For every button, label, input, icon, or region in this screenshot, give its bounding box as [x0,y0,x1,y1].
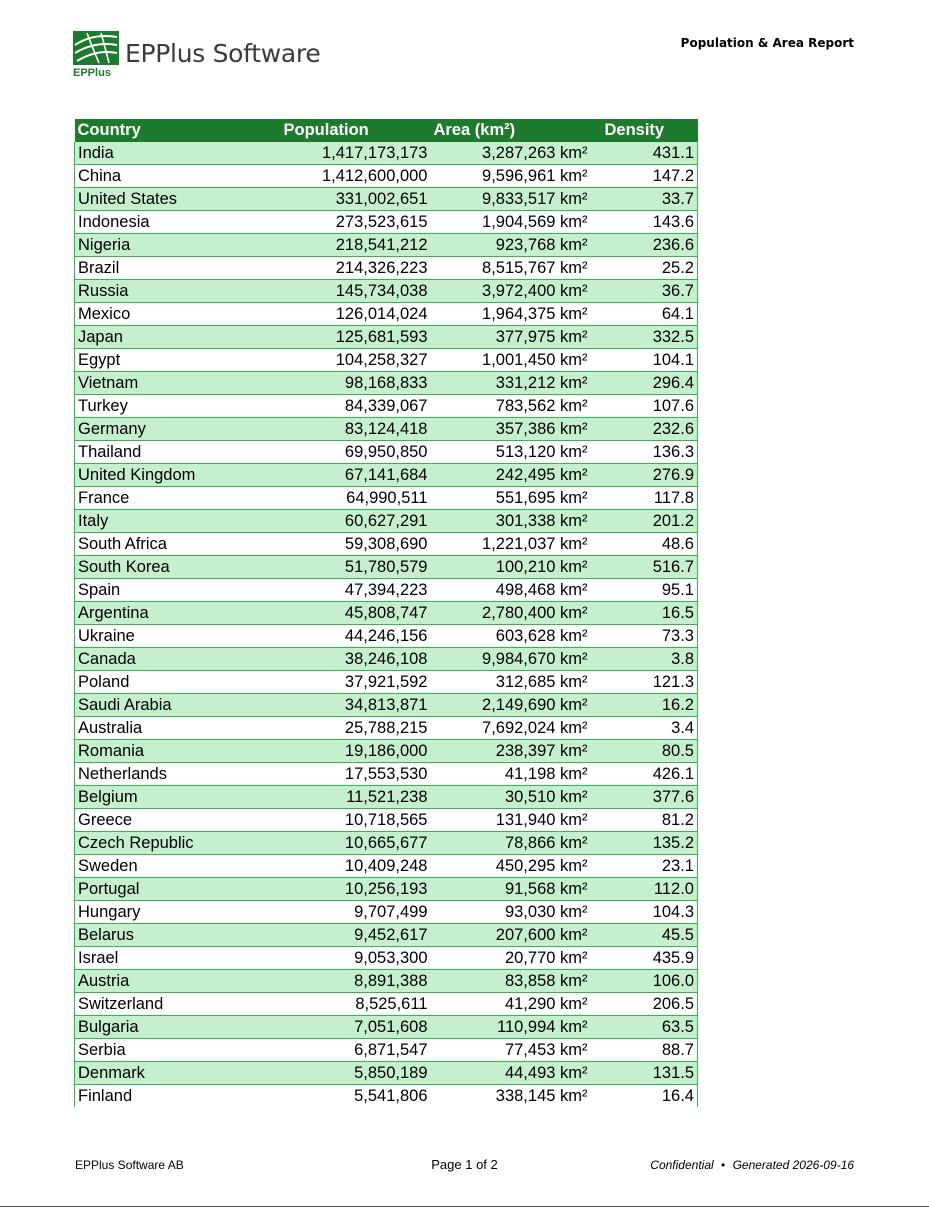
table-row [75,418,698,441]
density-cell: 112.0 [591,878,698,901]
report-title: Population & Area Report [680,36,854,50]
area-cell: 3,972,400 km² [431,280,591,303]
table-row [75,326,698,349]
country-cell: Ukraine [75,625,275,648]
area-cell: 377,975 km² [431,326,591,349]
footer-confidential [650,1158,854,1172]
table-row [75,395,698,418]
density-cell: 16.4 [591,1085,698,1108]
area-cell: 93,030 km² [431,901,591,924]
population-cell: 38,246,108 [275,648,431,671]
table-row [75,1039,698,1062]
density-cell: 147.2 [591,165,698,188]
table-row [75,303,698,326]
density-cell: 121.3 [591,671,698,694]
footer-company: EPPlus Software AB [75,1158,184,1172]
country-cell: Argentina [75,602,275,625]
density-cell: 16.2 [591,694,698,717]
country-cell: United States [75,188,275,211]
density-cell: 206.5 [591,993,698,1016]
density-cell: 63.5 [591,1016,698,1039]
table-row [75,1085,698,1108]
table-row [75,1016,698,1039]
country-cell: Turkey [75,395,275,418]
country-cell: Nigeria [75,234,275,257]
density-cell: 296.4 [591,372,698,395]
density-cell: 106.0 [591,970,698,993]
table-row [75,441,698,464]
population-cell: 10,665,677 [275,832,431,855]
population-cell: 83,124,418 [275,418,431,441]
table-row [75,602,698,625]
area-cell: 242,495 km² [431,464,591,487]
country-cell: Thailand [75,441,275,464]
country-cell: Canada [75,648,275,671]
population-cell: 331,002,651 [275,188,431,211]
table-row [75,671,698,694]
table-header-row [75,119,698,142]
country-cell: China [75,165,275,188]
area-cell: 207,600 km² [431,924,591,947]
density-cell: 33.7 [591,188,698,211]
table-row [75,694,698,717]
area-cell: 78,866 km² [431,832,591,855]
area-cell: 9,833,517 km² [431,188,591,211]
country-cell: Czech Republic [75,832,275,855]
page-bottom-divider [0,1206,929,1207]
country-cell: South Africa [75,533,275,556]
density-cell: 104.3 [591,901,698,924]
population-cell: 34,813,871 [275,694,431,717]
country-cell: Italy [75,510,275,533]
country-cell: United Kingdom [75,464,275,487]
table-row [75,832,698,855]
table-row [75,234,698,257]
epplus-logo-icon [73,31,119,77]
country-cell: Netherlands [75,763,275,786]
area-cell: 83,858 km² [431,970,591,993]
table-row [75,510,698,533]
country-cell: Israel [75,947,275,970]
population-cell: 51,780,579 [275,556,431,579]
population-cell: 11,521,238 [275,786,431,809]
density-cell: 16.5 [591,602,698,625]
country-cell: Sweden [75,855,275,878]
area-cell: 2,149,690 km² [431,694,591,717]
table-row [75,648,698,671]
density-cell: 332.5 [591,326,698,349]
table-row [75,487,698,510]
table-row [75,372,698,395]
population-cell: 45,808,747 [275,602,431,625]
confidential-label: Confidential [650,1158,714,1172]
density-cell: 3.4 [591,717,698,740]
column-header-area: Area (km²) [431,119,591,142]
density-cell: 104.1 [591,349,698,372]
population-cell: 64,990,511 [275,487,431,510]
population-cell: 8,525,611 [275,993,431,1016]
country-cell: Finland [75,1085,275,1108]
country-cell: Saudi Arabia [75,694,275,717]
country-cell: Russia [75,280,275,303]
population-cell: 9,053,300 [275,947,431,970]
population-cell: 125,681,593 [275,326,431,349]
density-cell: 45.5 [591,924,698,947]
country-cell: Austria [75,970,275,993]
area-cell: 513,120 km² [431,441,591,464]
area-cell: 1,221,037 km² [431,533,591,556]
country-cell: France [75,487,275,510]
area-cell: 1,964,375 km² [431,303,591,326]
density-cell: 136.3 [591,441,698,464]
population-cell: 25,788,215 [275,717,431,740]
area-cell: 30,510 km² [431,786,591,809]
density-cell: 131.5 [591,1062,698,1085]
logo-text: EPPlus Software [125,39,321,68]
country-cell: Belgium [75,786,275,809]
area-cell: 110,994 km² [431,1016,591,1039]
country-cell: Bulgaria [75,1016,275,1039]
population-cell: 98,168,833 [275,372,431,395]
country-cell: Germany [75,418,275,441]
table-row [75,924,698,947]
density-cell: 143.6 [591,211,698,234]
table-row [75,993,698,1016]
generated-date: Generated 2026-09-16 [732,1158,854,1172]
country-cell: Greece [75,809,275,832]
table-row [75,464,698,487]
country-cell: India [75,142,275,165]
logo-mark-text: EPPlus [73,67,111,77]
area-cell: 131,940 km² [431,809,591,832]
country-cell: Serbia [75,1039,275,1062]
country-cell: Mexico [75,303,275,326]
country-cell: Vietnam [75,372,275,395]
country-cell: Switzerland [75,993,275,1016]
density-cell: 516.7 [591,556,698,579]
country-cell: Australia [75,717,275,740]
table-row [75,855,698,878]
population-cell: 60,627,291 [275,510,431,533]
density-cell: 377.6 [591,786,698,809]
country-cell: Japan [75,326,275,349]
population-cell: 126,014,024 [275,303,431,326]
country-cell: Poland [75,671,275,694]
population-cell: 84,339,067 [275,395,431,418]
country-cell: Spain [75,579,275,602]
area-cell: 357,386 km² [431,418,591,441]
table-row [75,717,698,740]
population-table [74,119,698,1107]
population-cell: 67,141,684 [275,464,431,487]
density-cell: 3.8 [591,648,698,671]
area-cell: 8,515,767 km² [431,257,591,280]
table-row [75,142,698,165]
population-cell: 10,409,248 [275,855,431,878]
population-cell: 17,553,530 [275,763,431,786]
area-cell: 301,338 km² [431,510,591,533]
density-cell: 236.6 [591,234,698,257]
population-cell: 59,308,690 [275,533,431,556]
density-cell: 81.2 [591,809,698,832]
area-cell: 20,770 km² [431,947,591,970]
population-cell: 37,921,592 [275,671,431,694]
area-cell: 91,568 km² [431,878,591,901]
area-cell: 923,768 km² [431,234,591,257]
population-cell: 19,186,000 [275,740,431,763]
population-cell: 10,718,565 [275,809,431,832]
population-cell: 9,707,499 [275,901,431,924]
table-row [75,556,698,579]
population-cell: 7,051,608 [275,1016,431,1039]
density-cell: 232.6 [591,418,698,441]
density-cell: 431.1 [591,142,698,165]
density-cell: 201.2 [591,510,698,533]
country-cell: Romania [75,740,275,763]
density-cell: 276.9 [591,464,698,487]
area-cell: 312,685 km² [431,671,591,694]
table-row [75,165,698,188]
table-row [75,763,698,786]
country-cell: Hungary [75,901,275,924]
area-cell: 2,780,400 km² [431,602,591,625]
table-row [75,786,698,809]
area-cell: 41,198 km² [431,763,591,786]
column-header-population: Population [275,119,431,142]
density-cell: 107.6 [591,395,698,418]
column-header-country: Country [75,119,275,142]
population-cell: 10,256,193 [275,878,431,901]
population-cell: 47,394,223 [275,579,431,602]
table-row [75,878,698,901]
area-cell: 783,562 km² [431,395,591,418]
population-cell: 5,541,806 [275,1085,431,1108]
density-cell: 25.2 [591,257,698,280]
country-cell: Belarus [75,924,275,947]
table-row [75,211,698,234]
table-row [75,740,698,763]
area-cell: 1,904,569 km² [431,211,591,234]
area-cell: 9,596,961 km² [431,165,591,188]
table-row [75,970,698,993]
area-cell: 450,295 km² [431,855,591,878]
density-cell: 73.3 [591,625,698,648]
population-cell: 1,412,600,000 [275,165,431,188]
population-cell: 273,523,615 [275,211,431,234]
area-cell: 498,468 km² [431,579,591,602]
population-cell: 218,541,212 [275,234,431,257]
area-cell: 3,287,263 km² [431,142,591,165]
density-cell: 135.2 [591,832,698,855]
population-cell: 1,417,173,173 [275,142,431,165]
area-cell: 1,001,450 km² [431,349,591,372]
area-cell: 338,145 km² [431,1085,591,1108]
population-cell: 9,452,617 [275,924,431,947]
country-cell: Portugal [75,878,275,901]
density-cell: 426.1 [591,763,698,786]
density-cell: 23.1 [591,855,698,878]
table-row [75,579,698,602]
table-row [75,901,698,924]
area-cell: 331,212 km² [431,372,591,395]
density-cell: 80.5 [591,740,698,763]
table-row [75,809,698,832]
area-cell: 44,493 km² [431,1062,591,1085]
area-cell: 238,397 km² [431,740,591,763]
area-cell: 7,692,024 km² [431,717,591,740]
footer-page-number: Page 1 of 2 [431,1157,498,1172]
country-cell: Egypt [75,349,275,372]
column-header-density: Density [591,119,698,142]
country-cell: South Korea [75,556,275,579]
area-cell: 41,290 km² [431,993,591,1016]
table-row [75,533,698,556]
population-cell: 44,246,156 [275,625,431,648]
table-row [75,1062,698,1085]
table-row [75,188,698,211]
population-cell: 69,950,850 [275,441,431,464]
population-cell: 6,871,547 [275,1039,431,1062]
density-cell: 88.7 [591,1039,698,1062]
density-cell: 117.8 [591,487,698,510]
population-cell: 104,258,327 [275,349,431,372]
density-cell: 36.7 [591,280,698,303]
table-row [75,280,698,303]
population-cell: 5,850,189 [275,1062,431,1085]
footer-separator: • [721,1158,726,1172]
area-cell: 77,453 km² [431,1039,591,1062]
area-cell: 603,628 km² [431,625,591,648]
country-cell: Denmark [75,1062,275,1085]
country-cell: Brazil [75,257,275,280]
area-cell: 551,695 km² [431,487,591,510]
table-row [75,947,698,970]
country-cell: Indonesia [75,211,275,234]
density-cell: 48.6 [591,533,698,556]
table-row [75,625,698,648]
company-logo [73,31,321,79]
population-cell: 8,891,388 [275,970,431,993]
density-cell: 64.1 [591,303,698,326]
density-cell: 435.9 [591,947,698,970]
table-row [75,257,698,280]
population-cell: 145,734,038 [275,280,431,303]
area-cell: 100,210 km² [431,556,591,579]
density-cell: 95.1 [591,579,698,602]
population-cell: 214,326,223 [275,257,431,280]
area-cell: 9,984,670 km² [431,648,591,671]
table-row [75,349,698,372]
